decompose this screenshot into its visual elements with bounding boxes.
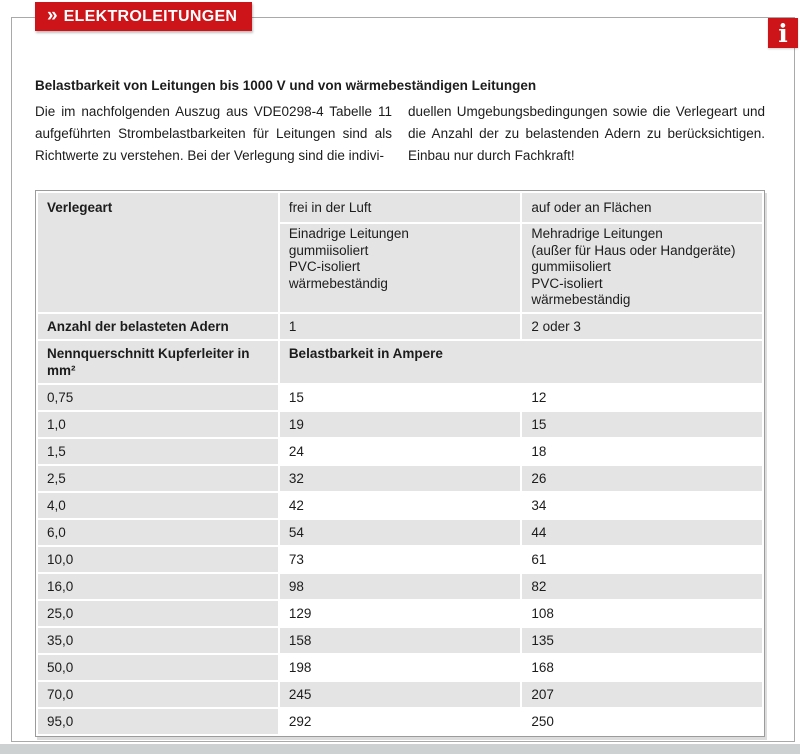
surface-value-cell: 250 bbox=[522, 709, 762, 734]
air-value-cell: 24 bbox=[280, 439, 521, 464]
size-cell: 10,0 bbox=[38, 547, 278, 572]
info-icon: i bbox=[768, 18, 798, 48]
table-row-verlegeart bbox=[38, 193, 762, 222]
verlegeart-label: Verlegeart bbox=[38, 193, 278, 312]
querschnitt-label: Nennquerschnitt Kupferleiter in mm² bbox=[38, 341, 278, 383]
size-cell: 16,0 bbox=[38, 574, 278, 599]
air-line-2: gummiisoliert bbox=[288, 242, 369, 258]
double-chevron-icon: » bbox=[47, 5, 58, 26]
table-row bbox=[38, 601, 762, 626]
air-value-cell: 15 bbox=[280, 385, 521, 410]
air-line-1: Einadrige Leitungen bbox=[288, 226, 409, 241]
intro-column-right: duellen Umgebungsbedingungen sowie die Verlegeart und die Anzahl der zu belastenden Adern zu berücksichtigen. Einbau nur durch Fachkraft! bbox=[408, 104, 765, 163]
air-line-4: wärmebeständig bbox=[288, 275, 388, 291]
col-surface-title: auf oder an Flächen bbox=[522, 193, 762, 222]
table-row bbox=[38, 628, 762, 653]
air-value-cell: 158 bbox=[280, 628, 521, 653]
surface-line-4: PVC-isoliert bbox=[531, 275, 603, 291]
size-cell: 6,0 bbox=[38, 520, 278, 545]
surface-value-cell: 12 bbox=[522, 385, 762, 410]
surface-value-cell: 61 bbox=[522, 547, 762, 572]
belastbarkeit-label: Belastbarkeit in Ampere bbox=[280, 341, 762, 383]
table-header-section bbox=[38, 193, 762, 383]
size-cell: 70,0 bbox=[38, 682, 278, 707]
col-air-title: frei in der Luft bbox=[280, 193, 521, 222]
surface-value-cell: 44 bbox=[522, 520, 762, 545]
table-row bbox=[38, 493, 762, 518]
table-row bbox=[38, 682, 762, 707]
size-cell: 2,5 bbox=[38, 466, 278, 491]
table-row bbox=[38, 385, 762, 410]
intro-text bbox=[35, 101, 765, 167]
col-surface-cable-types bbox=[522, 224, 762, 312]
size-cell: 50,0 bbox=[38, 655, 278, 680]
table-row-section-headers bbox=[38, 341, 762, 383]
table-row bbox=[38, 439, 762, 464]
air-value-cell: 32 bbox=[280, 466, 521, 491]
load-capacity-table bbox=[35, 190, 765, 737]
table-data-section bbox=[38, 385, 762, 734]
size-cell: 35,0 bbox=[38, 628, 278, 653]
intro-column-left: Die im nachfolgenden Auszug aus VDE0298-4 Tabelle 11 aufgeführten Strombelastbarkeiten für Leitungen sind als Richtwerte zu verstehen. Bei der Verlegung sind die indivi- bbox=[35, 104, 392, 163]
air-value-cell: 98 bbox=[280, 574, 521, 599]
col-air-cable-types bbox=[280, 224, 521, 312]
surface-value-cell: 207 bbox=[522, 682, 762, 707]
surface-value-cell: 26 bbox=[522, 466, 762, 491]
size-cell: 1,5 bbox=[38, 439, 278, 464]
surface-line-1: Mehradrige Leitungen bbox=[531, 226, 663, 241]
page-content bbox=[35, 78, 765, 737]
section-banner bbox=[35, 2, 252, 31]
size-cell: 1,0 bbox=[38, 412, 278, 437]
surface-line-2: (außer für Haus oder Handgeräte) bbox=[531, 242, 736, 258]
surface-line-3: gummiisoliert bbox=[531, 259, 611, 274]
size-cell: 25,0 bbox=[38, 601, 278, 626]
surface-value-cell: 168 bbox=[522, 655, 762, 680]
table-row bbox=[38, 709, 762, 734]
adern-label: Anzahl der belasteten Adern bbox=[38, 314, 278, 339]
table-row bbox=[38, 520, 762, 545]
adern-surface-value: 2 oder 3 bbox=[522, 314, 762, 339]
surface-value-cell: 18 bbox=[522, 439, 762, 464]
air-value-cell: 19 bbox=[280, 412, 521, 437]
intro-heading: Belastbarkeit von Leitungen bis 1000 V und von wärmebeständigen Leitungen bbox=[35, 78, 537, 93]
surface-line-5: wärmebeständig bbox=[531, 292, 631, 307]
size-cell: 4,0 bbox=[38, 493, 278, 518]
air-value-cell: 42 bbox=[280, 493, 521, 518]
air-value-cell: 73 bbox=[280, 547, 521, 572]
air-line-3: PVC-isoliert bbox=[288, 259, 361, 274]
size-cell: 0,75 bbox=[38, 385, 278, 410]
surface-value-cell: 15 bbox=[522, 412, 762, 437]
adern-air-value: 1 bbox=[280, 314, 521, 339]
table-row bbox=[38, 412, 762, 437]
surface-value-cell: 135 bbox=[522, 628, 762, 653]
table-row bbox=[38, 655, 762, 680]
air-value-cell: 129 bbox=[280, 601, 521, 626]
table-row bbox=[38, 574, 762, 599]
air-value-cell: 292 bbox=[280, 709, 521, 734]
surface-value-cell: 34 bbox=[522, 493, 762, 518]
surface-value-cell: 82 bbox=[522, 574, 762, 599]
footer-bar bbox=[0, 744, 800, 754]
table-row bbox=[38, 547, 762, 572]
air-value-cell: 198 bbox=[280, 655, 521, 680]
table-row bbox=[38, 466, 762, 491]
air-value-cell: 54 bbox=[280, 520, 521, 545]
surface-value-cell: 108 bbox=[522, 601, 762, 626]
section-title: ELEKTROLEITUNGEN bbox=[63, 7, 238, 25]
table-row-adern bbox=[38, 314, 762, 339]
size-cell: 95,0 bbox=[38, 709, 278, 734]
air-value-cell: 245 bbox=[280, 682, 521, 707]
